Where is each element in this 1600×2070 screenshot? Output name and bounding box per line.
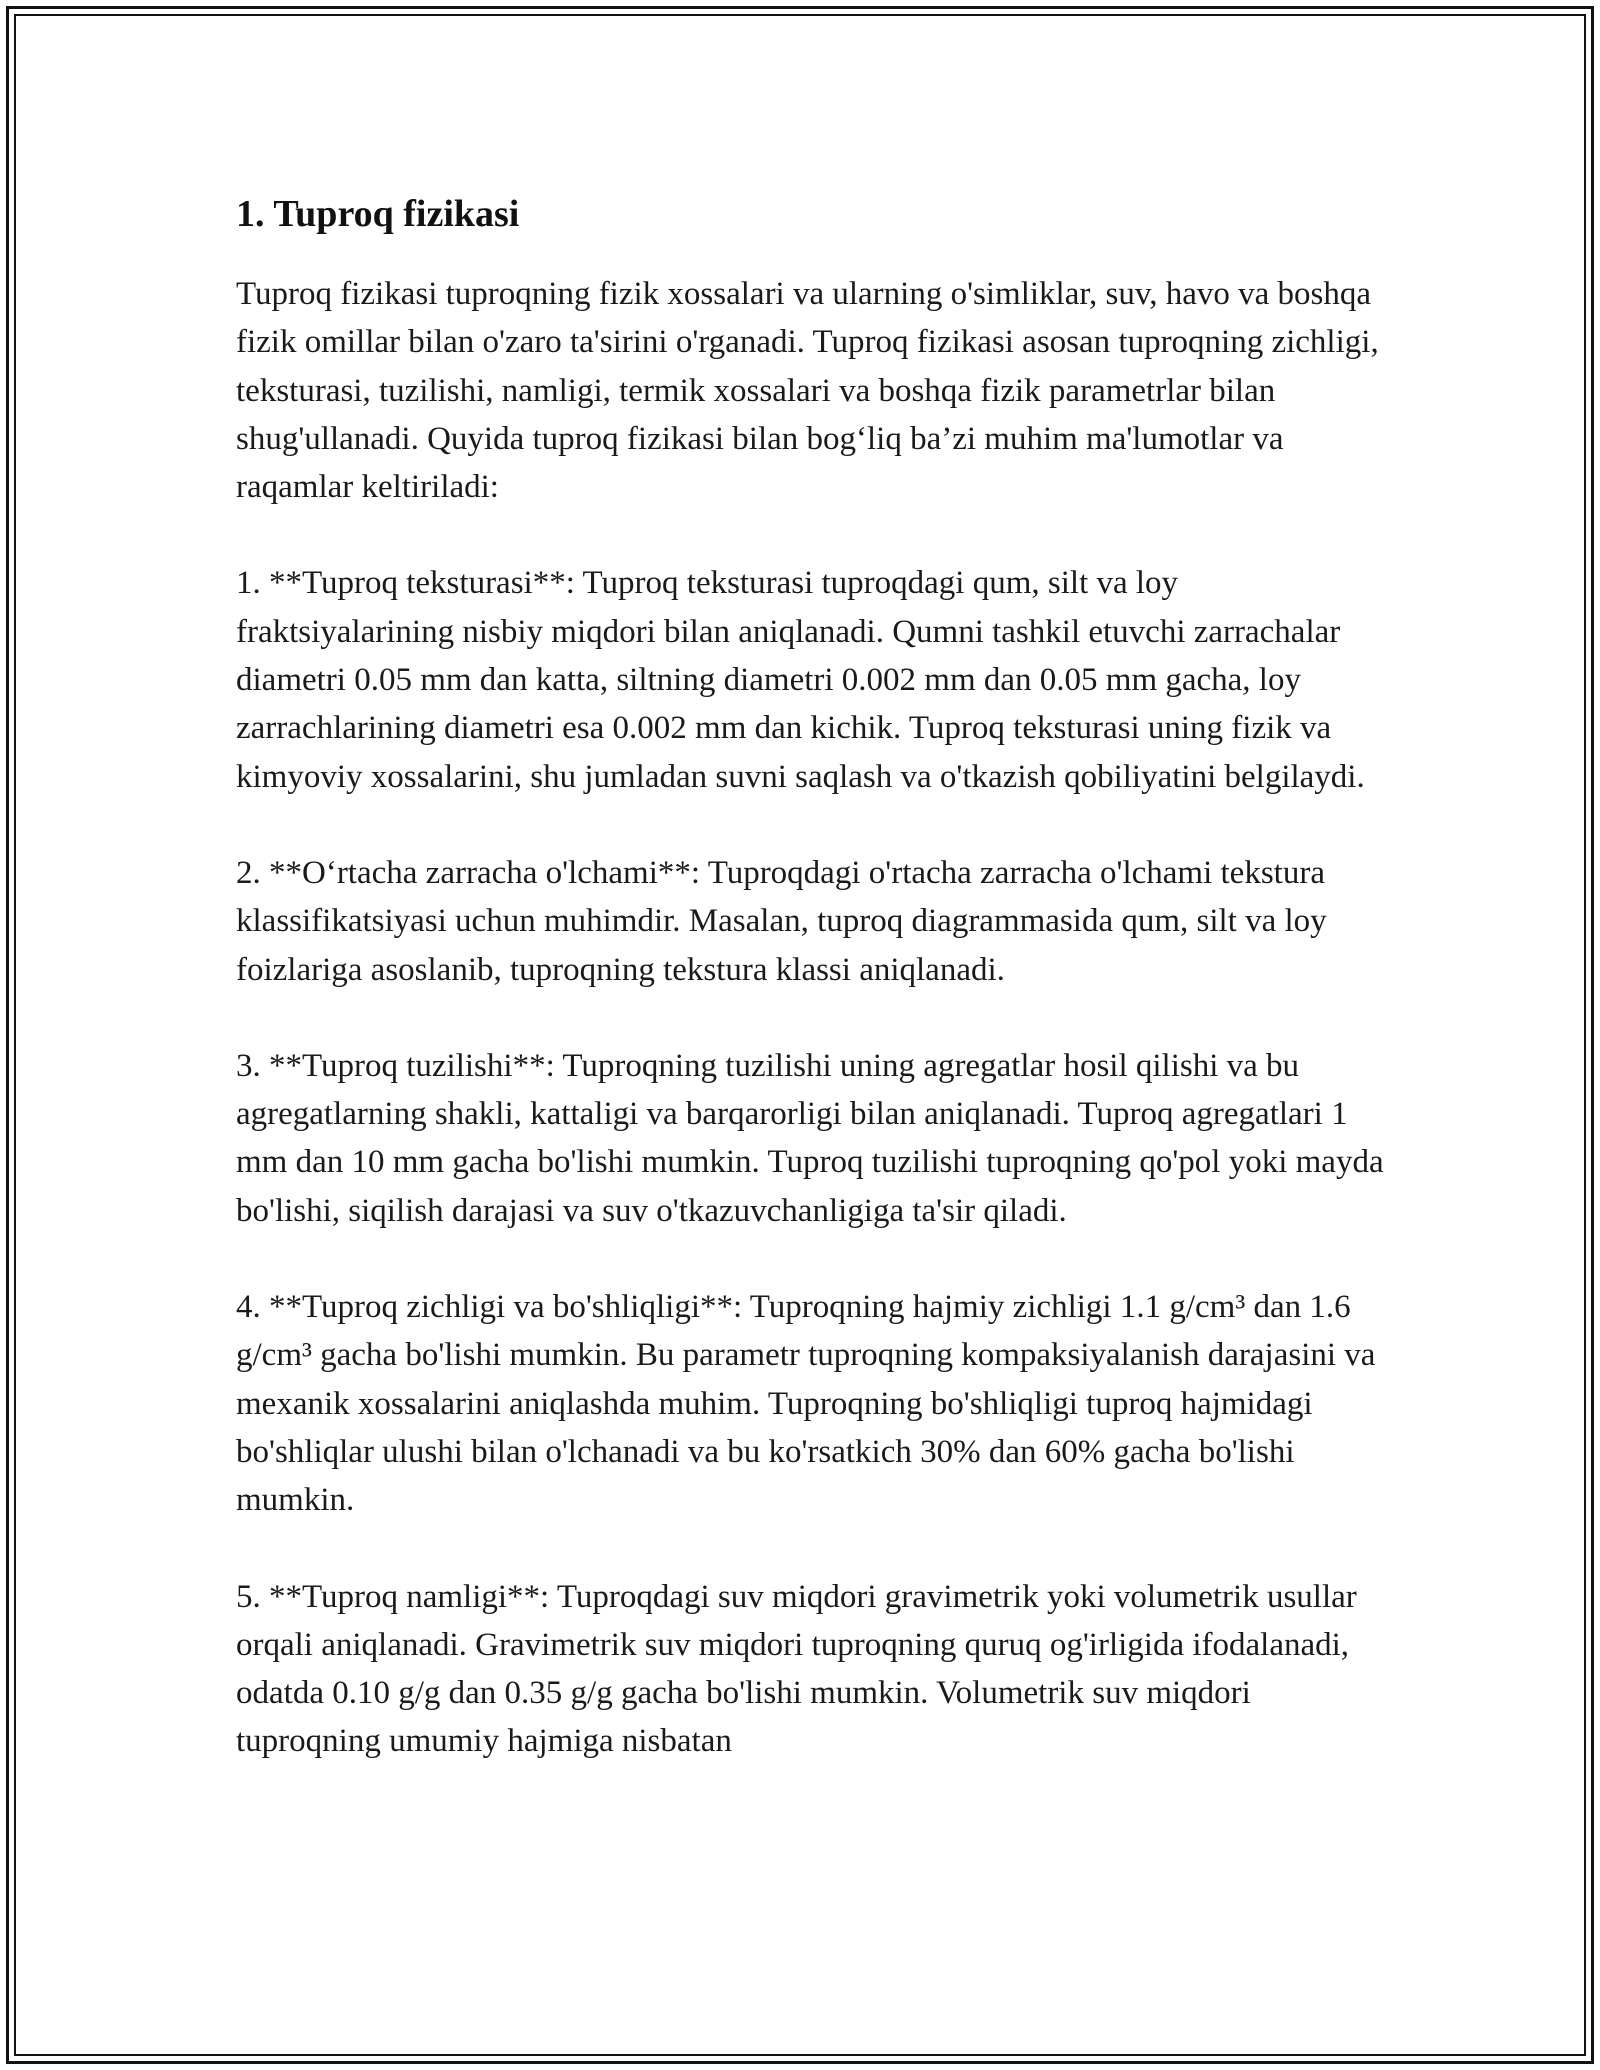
paragraph-density-porosity: 4. **Tuproq zichligi va bo'shliqligi**: Tuproqning hajmiy zichligi 1.1 g/cm³ dan 1.6 g/cm³ gacha bo'lishi mumkin. Bu parametr tuproqning kompaksiyalanish darajasini va mexanik xossalarini aniqlashda muhim. Tuproqning bo'shliqligi tuproq hajmidagi bo'shliqlar ulushi bilan o'lchanadi va bu ko'rsatkich 30% dan 60% gacha bo'lishi mumkin. — [236, 1289, 1376, 1519]
intro-paragraph: Tuproq fizikasi tuproqning fizik xossalari va ularning o'simliklar, suv, havo va boshqa fizik omillar bilan o'zaro ta'sirini o'rganadi. Tuproq fizikasi asosan tuproqning zichligi, teksturasi, tuzilishi, namligi, termik xossalari va boshqa fizik parametrlar bilan shug'ullanadi. Quyida tuproq fizikasi bilan bog‘liq ba’zi muhim ma'lumotlar va raqamlar keltiriladi: — [236, 276, 1379, 506]
paragraph-soil-texture: 1. **Tuproq teksturasi**: Tuproq teksturasi tuproqdagi qum, silt va loy fraktsiyalarining nisbiy miqdori bilan aniqlanadi. Qumni tashkil etuvchi zarrachalar diametri 0.05 mm dan katta, siltning diametri 0.002 mm dan 0.05 mm gacha, loy zarrachlarining diametri esa 0.002 mm dan kichik. Tuproq teksturasi uning fizik va kimyoviy xossalarini, shu jumladan suvni saqlash va o'tkazish qobiliyatini belgilaydi. — [236, 565, 1365, 795]
section-title: 1. Tuproq fizikasi — [236, 193, 520, 235]
paragraph-soil-moisture: 5. **Tuproq namligi**: Tuproqdagi suv miqdori gravimetrik yoki volumetrik usullar orqali aniqlanadi. Gravimetrik suv miqdori tuproqning quruq og'irligida ifodalanadi, odatda 0.10 g/g dan 0.35 g/g gacha bo'lishi mumkin. Volumetrik suv miqdori tuproqning umumiy hajmiga nisbatan — [236, 1578, 1357, 1760]
paragraph-soil-structure: 3. **Tuproq tuzilishi**: Tuproqning tuzilishi uning agregatlar hosil qilishi va bu agregatlarning shakli, kattaligi va barqarorligi bilan aniqlanadi. Tuproq agregatlari 1 mm dan 10 mm gacha bo'lishi mumkin. Tuproq tuzilishi tuproqning qo'pol yoki mayda bo'lishi, siqilish darajasi va suv o'tkazuvchanligiga ta'sir qiladi. — [236, 1047, 1384, 1229]
document-body — [236, 186, 1396, 1766]
paragraph-average-particle-size: 2. **O‘rtacha zarracha o'lchami**: Tuproqdagi o'rtacha zarracha o'lchami tekstura klassifikatsiyasi uchun muhimdir. Masalan, tuproq diagrammasida qum, silt va loy foizlariga asoslanib, tuproqning tekstura klassi aniqlanadi. — [236, 854, 1327, 988]
